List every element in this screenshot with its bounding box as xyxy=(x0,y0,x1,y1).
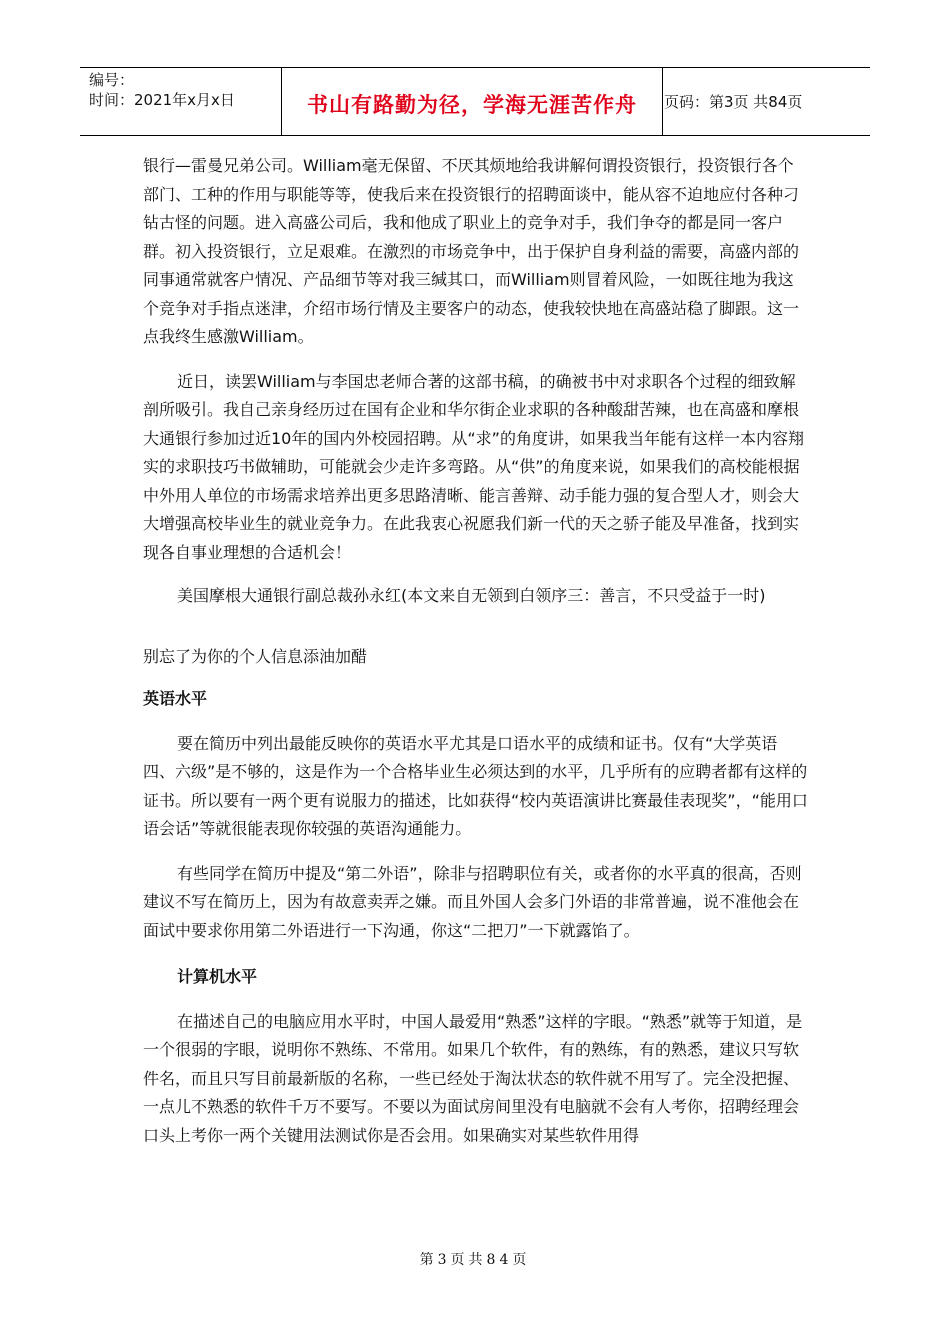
header-number-label: 编号： xyxy=(89,71,135,89)
signature-line: 美国摩根大通银行副总裁孙永红(本文来自无领到白领序三：善言，不只受益于一时) xyxy=(177,586,766,605)
heading-english-level: 英语水平 xyxy=(143,689,208,708)
header-time-label: 时间：2021年x月x日 xyxy=(89,91,235,109)
document-body xyxy=(143,152,808,1150)
header-top-rule xyxy=(80,67,870,68)
header-meta xyxy=(89,70,235,110)
paragraph-2: 近日，读罢William与李国忠老师合著的这部书稿，的确被书中对求职各个过程的细致解剖所吸引。我自己亲身经历过在国有企业和华尔街企业求职的各种酸甜苦辣，也在高盛和摩根大通银行参加过近10年的国内外校园招聘。从“求”的角度讲，如果我当年能有这样一本内容翔实的求职技巧书做辅助，可能就会少走许多弯路。从“供”的角度来说，如果我们的高校能根据中外用人单位的市场需求培养出更多思路清晰、能言善辩、动手能力强的复合型人才，则会大大增强高校毕业生的就业竞争力。在此我衷心祝愿我们新一代的天之骄子能及早准备，找到实现各自事业理想的合适机会！ xyxy=(143,371,804,562)
section-title: 别忘了为你的个人信息添油加醋 xyxy=(143,646,368,666)
paragraph-4: 有些同学在简历中提及“第二外语”，除非与招聘职位有关，或者你的水平真的很高，否则建议不写在简历上，因为有故意卖弄之嫌。而且外国人会多门外语的非常普遍，说不准他会在面试中要求你用第二外语进行一下沟通，你这“二把刀”一下就露馅了。 xyxy=(143,863,802,940)
header-motto: 书山有路勤为径，学海无涯苦作舟 xyxy=(307,93,637,117)
header-bottom-rule xyxy=(80,135,870,136)
paragraph-1: 银行—雷曼兄弟公司。William毫无保留、不厌其烦地给我讲解何谓投资银行，投资银行各个部门、工种的作用与职能等等，使我后来在投资银行的招聘面谈中，能从容不迫地应付各种刁钻古怪的问题。进入高盛公司后，我和他成了职业上的竞争对手，我们争夺的都是同一客户群。初入投资银行，立足艰难。在激烈的市场竞争中，出于保护自身利益的需要，高盛内部的同事通常就客户情况、产品细节等对我三缄其口，而William则冒着风险，一如既往地为我这个竞争对手指点迷津，介绍市场行情及主要客户的动态，使我较快地在高盛站稳了脚跟。这一点我终生感激William。 xyxy=(143,156,800,346)
paragraph-3: 要在简历中列出最能反映你的英语水平尤其是口语水平的成绩和证书。仅有“大学英语四、六级”是不够的，这是作为一个合格毕业生必须达到的水平，几乎所有的应聘者都有这样的证书。所以要有一两个更有说服力的描述，比如获得“校内英语演讲比赛最佳表现奖”，“能用口语会话”等就很能表现你较强的英语沟通能力。 xyxy=(143,733,808,838)
heading-computer-level: 计算机水平 xyxy=(177,967,258,986)
page-footer: 第3页共84页 xyxy=(419,1252,531,1268)
page-header xyxy=(80,67,870,137)
paragraph-5: 在描述自己的电脑应用水平时，中国人最爱用“熟悉”这样的字眼。“熟悉”就等于知道，是一个很弱的字眼，说明你不熟练、不常用。如果几个软件，有的熟练，有的熟悉，建议只写软件名，而且只写目前最新版的名称，一些已经处于淘汰状态的软件就不用写了。完全没把握、一点儿不熟悉的软件千万不要写。不要以为面试房间里没有电脑就不会有人考你，招聘经理会口头上考你一两个关键用法测试你是否会用。如果确实对某些软件用得 xyxy=(143,1011,803,1145)
header-divider-right xyxy=(662,67,663,136)
header-page-label: 页码：第3页 共84页 xyxy=(664,93,803,111)
